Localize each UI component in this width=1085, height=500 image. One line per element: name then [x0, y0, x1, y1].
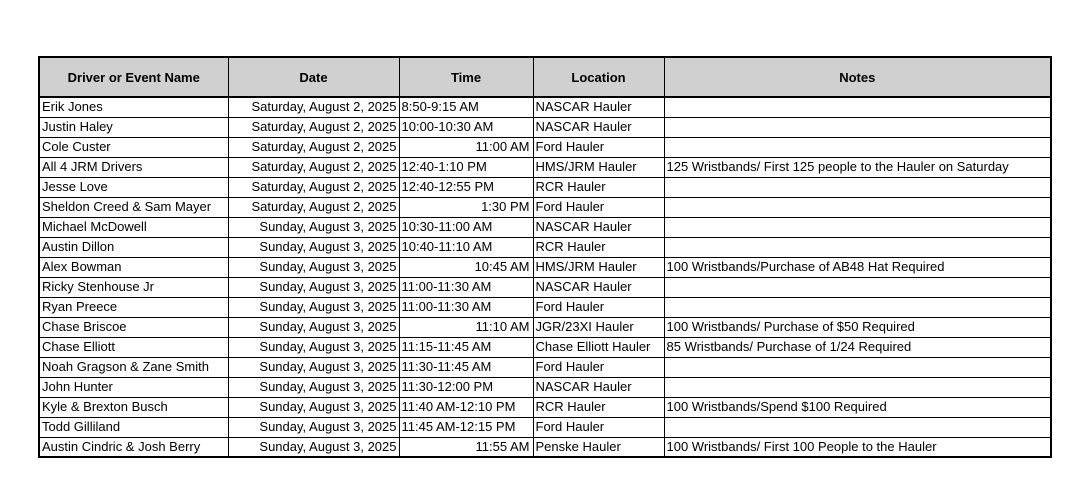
header-location: Location — [533, 57, 664, 97]
cell-notes — [664, 177, 1051, 197]
cell-location: Ford Hauler — [533, 297, 664, 317]
table-row — [39, 397, 1051, 417]
cell-time: 11:30-11:45 AM — [399, 357, 533, 377]
table-body — [39, 97, 1051, 457]
cell-location: NASCAR Hauler — [533, 217, 664, 237]
cell-name: Ricky Stenhouse Jr — [39, 277, 228, 297]
cell-time: 12:40-1:10 PM — [399, 157, 533, 177]
cell-name: Noah Gragson & Zane Smith — [39, 357, 228, 377]
cell-date: Sunday, August 3, 2025 — [228, 217, 399, 237]
cell-location: RCR Hauler — [533, 237, 664, 257]
cell-notes — [664, 117, 1051, 137]
cell-date: Saturday, August 2, 2025 — [228, 197, 399, 217]
cell-time: 11:15-11:45 AM — [399, 337, 533, 357]
table-row — [39, 117, 1051, 137]
cell-name: Chase Elliott — [39, 337, 228, 357]
cell-time: 11:00-11:30 AM — [399, 297, 533, 317]
cell-location: RCR Hauler — [533, 177, 664, 197]
table-row — [39, 257, 1051, 277]
header-notes: Notes — [664, 57, 1051, 97]
cell-name: All 4 JRM Drivers — [39, 157, 228, 177]
cell-date: Saturday, August 2, 2025 — [228, 137, 399, 157]
cell-time: 1:30 PM — [399, 197, 533, 217]
cell-date: Sunday, August 3, 2025 — [228, 357, 399, 377]
cell-notes — [664, 217, 1051, 237]
cell-date: Saturday, August 2, 2025 — [228, 157, 399, 177]
table-row — [39, 277, 1051, 297]
cell-date: Sunday, August 3, 2025 — [228, 377, 399, 397]
cell-time: 10:40-11:10 AM — [399, 237, 533, 257]
cell-notes — [664, 197, 1051, 217]
cell-notes — [664, 297, 1051, 317]
table-row — [39, 357, 1051, 377]
cell-date: Sunday, August 3, 2025 — [228, 297, 399, 317]
table-row — [39, 437, 1051, 457]
cell-date: Sunday, August 3, 2025 — [228, 237, 399, 257]
cell-notes: 125 Wristbands/ First 125 people to the Hauler on Saturday — [664, 157, 1051, 177]
cell-time: 11:00 AM — [399, 137, 533, 157]
cell-notes: 100 Wristbands/ Purchase of $50 Required — [664, 317, 1051, 337]
table-row — [39, 297, 1051, 317]
cell-location: NASCAR Hauler — [533, 97, 664, 117]
cell-time: 11:55 AM — [399, 437, 533, 457]
table-row — [39, 317, 1051, 337]
cell-time: 8:50-9:15 AM — [399, 97, 533, 117]
cell-date: Sunday, August 3, 2025 — [228, 257, 399, 277]
cell-location: RCR Hauler — [533, 397, 664, 417]
cell-notes: 100 Wristbands/Spend $100 Required — [664, 397, 1051, 417]
cell-location: Penske Hauler — [533, 437, 664, 457]
cell-notes: 85 Wristbands/ Purchase of 1/24 Required — [664, 337, 1051, 357]
cell-location: Ford Hauler — [533, 357, 664, 377]
cell-time: 10:00-10:30 AM — [399, 117, 533, 137]
schedule-table — [38, 56, 1052, 458]
cell-location: NASCAR Hauler — [533, 117, 664, 137]
cell-date: Sunday, August 3, 2025 — [228, 397, 399, 417]
cell-date: Saturday, August 2, 2025 — [228, 117, 399, 137]
cell-name: Erik Jones — [39, 97, 228, 117]
cell-notes — [664, 357, 1051, 377]
cell-location: HMS/JRM Hauler — [533, 257, 664, 277]
cell-location: Ford Hauler — [533, 417, 664, 437]
table-row — [39, 197, 1051, 217]
table-row — [39, 377, 1051, 397]
table-row — [39, 217, 1051, 237]
cell-notes — [664, 97, 1051, 117]
cell-name: John Hunter — [39, 377, 228, 397]
cell-notes — [664, 137, 1051, 157]
cell-date: Saturday, August 2, 2025 — [228, 97, 399, 117]
cell-time: 11:45 AM-12:15 PM — [399, 417, 533, 437]
cell-notes: 100 Wristbands/ First 100 People to the Hauler — [664, 437, 1051, 457]
cell-name: Sheldon Creed & Sam Mayer — [39, 197, 228, 217]
cell-location: NASCAR Hauler — [533, 377, 664, 397]
cell-time: 11:00-11:30 AM — [399, 277, 533, 297]
cell-notes: 100 Wristbands/Purchase of AB48 Hat Required — [664, 257, 1051, 277]
cell-time: 10:45 AM — [399, 257, 533, 277]
table-row — [39, 237, 1051, 257]
cell-name: Todd Gilliland — [39, 417, 228, 437]
cell-name: Ryan Preece — [39, 297, 228, 317]
table-row — [39, 97, 1051, 117]
cell-location: JGR/23XI Hauler — [533, 317, 664, 337]
table-row — [39, 137, 1051, 157]
header-name: Driver or Event Name — [39, 57, 228, 97]
cell-time: 12:40-12:55 PM — [399, 177, 533, 197]
cell-name: Chase Briscoe — [39, 317, 228, 337]
header-time: Time — [399, 57, 533, 97]
cell-date: Sunday, August 3, 2025 — [228, 317, 399, 337]
cell-date: Saturday, August 2, 2025 — [228, 177, 399, 197]
cell-location: HMS/JRM Hauler — [533, 157, 664, 177]
table-row — [39, 337, 1051, 357]
table-row — [39, 417, 1051, 437]
cell-notes — [664, 417, 1051, 437]
header-date: Date — [228, 57, 399, 97]
cell-date: Sunday, August 3, 2025 — [228, 437, 399, 457]
cell-time: 11:30-12:00 PM — [399, 377, 533, 397]
cell-time: 10:30-11:00 AM — [399, 217, 533, 237]
cell-time: 11:40 AM-12:10 PM — [399, 397, 533, 417]
cell-name: Kyle & Brexton Busch — [39, 397, 228, 417]
table-row — [39, 157, 1051, 177]
cell-name: Michael McDowell — [39, 217, 228, 237]
cell-notes — [664, 237, 1051, 257]
cell-date: Sunday, August 3, 2025 — [228, 417, 399, 437]
cell-notes — [664, 277, 1051, 297]
cell-location: Chase Elliott Hauler — [533, 337, 664, 357]
cell-name: Austin Cindric & Josh Berry — [39, 437, 228, 457]
cell-name: Alex Bowman — [39, 257, 228, 277]
cell-name: Austin Dillon — [39, 237, 228, 257]
table-row — [39, 177, 1051, 197]
cell-location: Ford Hauler — [533, 197, 664, 217]
cell-time: 11:10 AM — [399, 317, 533, 337]
cell-date: Sunday, August 3, 2025 — [228, 277, 399, 297]
cell-notes — [664, 377, 1051, 397]
cell-location: Ford Hauler — [533, 137, 664, 157]
cell-name: Jesse Love — [39, 177, 228, 197]
cell-date: Sunday, August 3, 2025 — [228, 337, 399, 357]
cell-name: Justin Haley — [39, 117, 228, 137]
cell-name: Cole Custer — [39, 137, 228, 157]
cell-location: NASCAR Hauler — [533, 277, 664, 297]
header-row — [39, 57, 1051, 97]
